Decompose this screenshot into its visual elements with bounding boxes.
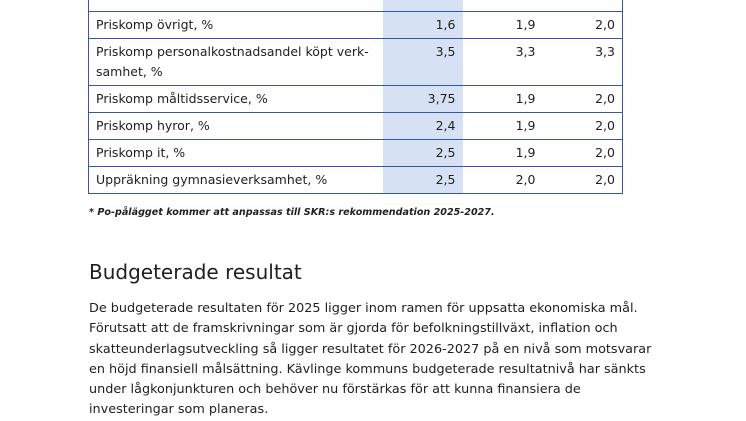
cell-2027: 2,0: [543, 86, 623, 113]
cell-label: Priskomp hyror, %: [89, 113, 383, 140]
cell-2027: 2,0: [543, 167, 623, 194]
cell-2025: 2,5: [383, 140, 463, 167]
cell-2026: 1,9: [463, 86, 543, 113]
table-row: [89, 167, 623, 194]
cell-2027: 2,0: [543, 12, 623, 39]
table: [88, 0, 623, 194]
cell-2026: 3,3: [463, 39, 543, 86]
table-row: [89, 113, 623, 140]
cell-label: Priskomp personalkostnadsandel köpt verk-samhet, %: [89, 39, 383, 86]
cell-2025: 3,75: [383, 86, 463, 113]
body-paragraph: De budgeterade resultaten för 2025 ligger inom ramen för uppsatta ekonomiska mål. Förutsatt att de framskrivningar som är gjorda för befolkningstillväxt, inflation och skatteunderlagsutveckling så ligger resultatet för 2026-2027 på en nivå som motsvarar en höjd finansiell målsättning. Kävlinge kommuns budgeterade resultatnivå har sänkts under lågkonjunkturen och behöver nu förstärkas för att kunna finansiera de investeringar som planeras.: [89, 301, 652, 418]
table-row: [89, 86, 623, 113]
cell-2026: 1,9: [463, 12, 543, 39]
cell-2025: [383, 0, 463, 12]
cell-2025: 2,4: [383, 113, 463, 140]
cell-2027: 3,3: [543, 39, 623, 86]
table-row: [89, 0, 623, 12]
section-heading: Budgeterade resultat: [89, 260, 302, 284]
cell-2025: 3,5: [383, 39, 463, 86]
cell-2026: 1,9: [463, 113, 543, 140]
cell-label: Priskomp övrigt, %: [89, 12, 383, 39]
cell-2025: 1,6: [383, 12, 463, 39]
cell-2025: 2,5: [383, 167, 463, 194]
cell-label: Uppräkning gymnasieverksamhet, %: [89, 167, 383, 194]
table-row: [89, 39, 623, 86]
table-footnote: * Po-pålägget kommer att anpassas till SKR:s rekommendation 2025-2027.: [89, 207, 495, 218]
table-row: [89, 140, 623, 167]
cell-2027: 2,0: [543, 140, 623, 167]
assumptions-table: [88, 0, 622, 194]
cell-2027: 2,0: [543, 113, 623, 140]
cell-2027: [543, 0, 623, 12]
cell-2026: 1,9: [463, 140, 543, 167]
cell-2026: [463, 0, 543, 12]
cell-2026: 2,0: [463, 167, 543, 194]
cell-label: [89, 0, 383, 12]
table-row: [89, 12, 623, 39]
cell-label: Priskomp måltidsservice, %: [89, 86, 383, 113]
cell-label: Priskomp it, %: [89, 140, 383, 167]
